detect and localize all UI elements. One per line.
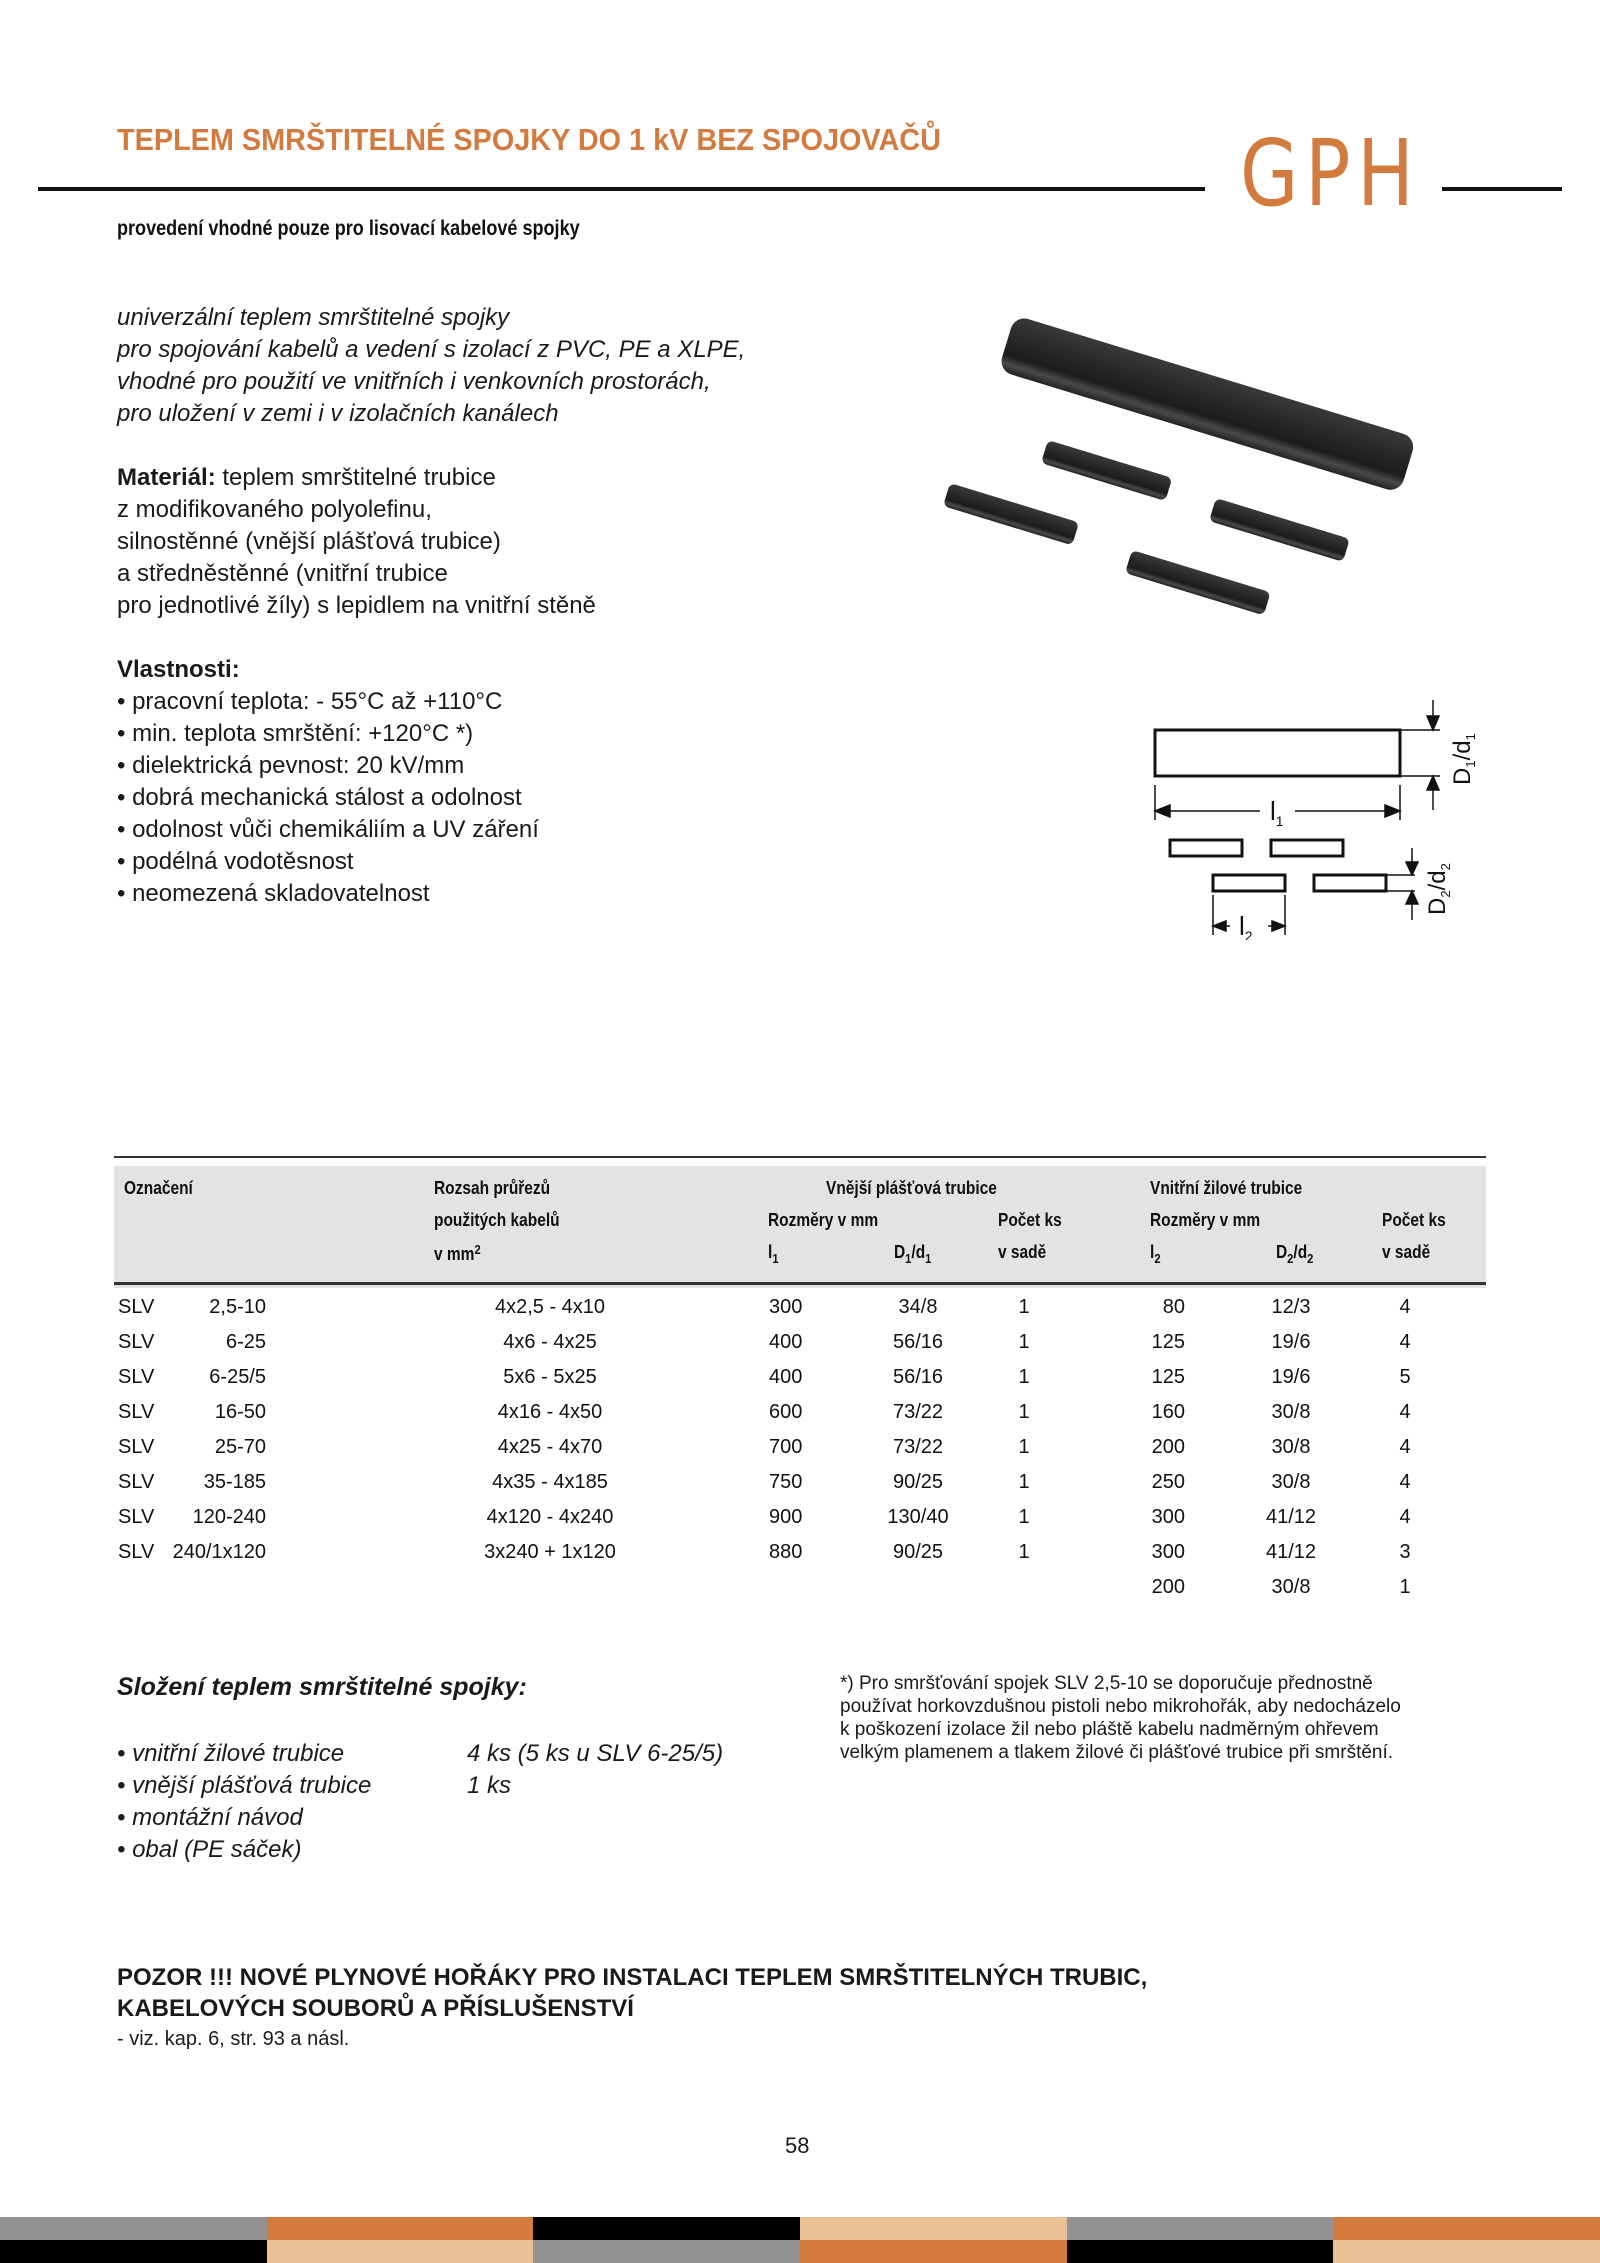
cell-n1: 1: [1018, 1541, 1030, 1563]
cell-range: 5x6 - 5x25: [503, 1366, 597, 1388]
diagram-label-l2: $l_2$: [1239, 911, 1253, 940]
cell-range: 4x6 - 4x25: [503, 1331, 597, 1353]
cell-D1: 34/8: [898, 1296, 938, 1318]
footer-stripe-block: [533, 2240, 800, 2263]
diagram-label-D2: $D_2/d_2$: [1424, 863, 1453, 915]
product-photo-tubes: [920, 285, 1480, 625]
table-row: [114, 1436, 1486, 1466]
table-row: [114, 1576, 1486, 1606]
cell-D2: 41/12: [1265, 1541, 1317, 1563]
cell-size: 16-50: [214, 1401, 266, 1423]
cell-D2: 30/8: [1271, 1436, 1311, 1458]
cell-n2: 4: [1399, 1506, 1411, 1528]
th-outer-group: Vnější plášťová trubice: [826, 1178, 997, 1198]
table-top-rule: [114, 1156, 1486, 1158]
cell-l2: 200: [1151, 1576, 1185, 1598]
cell-n1: 1: [1018, 1436, 1030, 1458]
footer-stripe-block: [267, 2240, 534, 2263]
footnote-line: *) Pro smršťování spojek SLV 2,5-10 se doporučuje přednostně: [840, 1673, 1373, 1694]
page-number: 58: [785, 2133, 810, 2158]
cell-type: SLV: [118, 1296, 155, 1318]
footer-stripe-block: [800, 2240, 1067, 2263]
th-outer-dims: Rozměry v mm: [768, 1210, 879, 1230]
cell-D1: 90/25: [892, 1471, 944, 1493]
diagram-label-D1: $D_1/d_1$: [1449, 733, 1478, 785]
cell-type: SLV: [118, 1471, 155, 1493]
footnote-line: velkým plamenem a tlakem žilové či plášťové trubice při smrštění.: [840, 1742, 1394, 1763]
warning-line: KABELOVÝCH SOUBORŮ A PŘÍSLUŠENSTVÍ: [117, 1995, 634, 2022]
th-designation: Označení: [124, 1178, 193, 1198]
th-inner-D2: $D_2/d_2$: [1276, 1242, 1314, 1266]
cell-size: 120-240: [192, 1506, 266, 1528]
material-line: a středněstěnné (vnitřní trubice: [117, 560, 448, 587]
cell-l2: 160: [1151, 1401, 1185, 1423]
table-row: [114, 1541, 1486, 1571]
intro-text: [117, 302, 745, 430]
th-inner-count-2: v sadě: [1382, 1242, 1431, 1262]
cell-l1: 400: [769, 1366, 803, 1388]
table-row: [114, 1471, 1486, 1501]
cell-size: 6-25/5: [209, 1366, 266, 1388]
cell-D2: 30/8: [1271, 1401, 1311, 1423]
brand-logo: GPH: [1240, 120, 1421, 227]
footer-stripes-bottom: [0, 2240, 1600, 2263]
footer-stripe-block: [800, 2217, 1067, 2240]
table-row: [114, 1296, 1486, 1326]
material-label: Materiál:: [117, 464, 216, 491]
cell-size: 25-70: [214, 1436, 266, 1458]
cell-type: SLV: [118, 1366, 155, 1388]
th-range-3: v $mm^2$: [434, 1242, 481, 1264]
th-range-2: použitých kabelů: [434, 1210, 560, 1230]
cell-n1: 1: [1018, 1506, 1030, 1528]
properties-section: [117, 654, 539, 910]
th-outer-count-2: v sadě: [998, 1242, 1047, 1262]
cell-l1: 300: [769, 1296, 803, 1318]
footer-stripe-block: [0, 2217, 267, 2240]
cell-n2: 4: [1399, 1436, 1411, 1458]
cell-size: 240/1x120: [172, 1541, 266, 1563]
property-item: • neomezená skladovatelnost: [117, 880, 430, 907]
cell-D2: 30/8: [1271, 1471, 1311, 1493]
footer-stripe-block: [1067, 2217, 1334, 2240]
footer-stripe-block: [1067, 2240, 1334, 2263]
warning-reference: - viz. kap. 6, str. 93 a násl.: [117, 2028, 350, 2050]
cell-n1: 1: [1018, 1401, 1030, 1423]
footnote-line: používat horkovzdušnou pistoli nebo mikrohořák, aby nedocházelo: [840, 1696, 1401, 1717]
cell-l2: 80: [1162, 1296, 1185, 1318]
cell-type: SLV: [118, 1331, 155, 1353]
material-line: z modifikovaného polyolefinu,: [117, 496, 432, 523]
header-rule-right: [1442, 187, 1562, 191]
cell-l2: 125: [1151, 1366, 1185, 1388]
material-section: [117, 462, 596, 622]
footer-stripe-block: [267, 2217, 534, 2240]
cell-size: 35-185: [203, 1471, 266, 1493]
cell-l2: 250: [1151, 1471, 1185, 1493]
intro-line: vhodné pro použití ve vnitřních i venkovních prostorách,: [117, 368, 711, 395]
cell-range: 3x240 + 1x120: [484, 1541, 616, 1563]
cell-n2: 4: [1399, 1401, 1411, 1423]
cell-n2: 1: [1399, 1576, 1411, 1598]
spec-table: [114, 1156, 1486, 1596]
warning-heading: [117, 1962, 1147, 2024]
cell-D2: 12/3: [1271, 1296, 1311, 1318]
table-row: [114, 1366, 1486, 1396]
cell-D2: 30/8: [1271, 1576, 1311, 1598]
property-item: • min. teplota smrštění: +120°C *): [117, 720, 474, 747]
table-header-rule: [114, 1282, 1486, 1285]
footer-stripe-block: [533, 2217, 800, 2240]
intro-line: pro spojování kabelů a vedení s izolací z PVC, PE a XLPE,: [117, 336, 746, 363]
composition-item: • vnitřní žilové trubice 4 ks (5 ks u SLV 6-25/5): [117, 1740, 724, 1767]
composition-item: • montážní návod: [117, 1804, 303, 1831]
footnote-line: k poškození izolace žil nebo pláště kabelu nadměrným ohřevem: [840, 1719, 1379, 1740]
page-subtitle: provedení vhodné pouze pro lisovací kabelové spojky: [117, 217, 580, 240]
cell-n1: 1: [1018, 1366, 1030, 1388]
table-row: [114, 1331, 1486, 1361]
intro-line: univerzální teplem smrštitelné spojky: [117, 304, 510, 331]
cell-n2: 4: [1399, 1296, 1411, 1318]
warning-line: POZOR !!! NOVÉ PLYNOVÉ HOŘÁKY PRO INSTALACI TEPLEM SMRŠTITELNÝCH TRUBIC,: [117, 1964, 1148, 1991]
th-inner-group: Vnitřní žilové trubice: [1150, 1178, 1303, 1198]
footer-stripe-block: [0, 2240, 267, 2263]
th-outer-D1: $D_1/d_1$: [894, 1242, 932, 1266]
cell-l1: 900: [769, 1506, 803, 1528]
intro-line: pro uložení v zemi i v izolačních kanálech: [117, 400, 559, 427]
property-item: • pracovní teplota: - 55°C až +110°C: [117, 688, 503, 715]
cell-D2: 41/12: [1265, 1506, 1317, 1528]
property-item: • odolnost vůči chemikáliím a UV záření: [117, 816, 539, 843]
cell-l1: 700: [769, 1436, 803, 1458]
th-outer-count: Počet ks: [998, 1210, 1062, 1230]
property-item: • dobrá mechanická stálost a odolnost: [117, 784, 522, 811]
cell-type: SLV: [118, 1506, 155, 1528]
cell-D1: 56/16: [892, 1366, 944, 1388]
cell-D1: 130/40: [887, 1506, 949, 1528]
footer-stripe-block: [1333, 2240, 1600, 2263]
cell-type: SLV: [118, 1401, 155, 1423]
material-line: pro jednotlivé žíly) s lepidlem na vnitřní stěně: [117, 592, 596, 619]
cell-l2: 125: [1151, 1331, 1185, 1353]
cell-range: 4x35 - 4x185: [492, 1471, 608, 1493]
composition-title: Složení teplem smrštitelné spojky:: [117, 1673, 527, 1701]
th-inner-dims: Rozměry v mm: [1150, 1210, 1261, 1230]
cell-range: 4x16 - 4x50: [497, 1401, 603, 1423]
cell-n2: 3: [1399, 1541, 1411, 1563]
cell-l2: 300: [1151, 1506, 1185, 1528]
cell-D1: 56/16: [892, 1331, 944, 1353]
composition-item: • obal (PE sáček): [117, 1836, 302, 1863]
cell-l1: 400: [769, 1331, 803, 1353]
cell-size: 6-25: [225, 1331, 266, 1353]
cell-range: 4x120 - 4x240: [486, 1506, 614, 1528]
cell-type: SLV: [118, 1541, 155, 1563]
th-range: Rozsah průřezů: [434, 1178, 551, 1198]
footnote: [840, 1672, 1480, 1764]
cell-n1: 1: [1018, 1331, 1030, 1353]
property-item: • dielektrická pevnost: 20 kV/mm: [117, 752, 465, 779]
composition-item: • vnější plášťová trubice 1 ks: [117, 1772, 512, 1799]
dimension-diagram: [1140, 690, 1500, 940]
cell-D2: 19/6: [1271, 1331, 1311, 1353]
cell-l1: 600: [769, 1401, 803, 1423]
cell-n1: 1: [1018, 1471, 1030, 1493]
cell-n1: 1: [1018, 1296, 1030, 1318]
cell-D1: 90/25: [892, 1541, 944, 1563]
page-title: TEPLEM SMRŠTITELNÉ SPOJKY DO 1 kV BEZ SPOJOVAČŮ: [117, 122, 941, 157]
cell-l2: 300: [1151, 1541, 1185, 1563]
cell-n2: 4: [1399, 1331, 1411, 1353]
cell-n2: 5: [1399, 1366, 1411, 1388]
cell-range: 4x2,5 - 4x10: [494, 1296, 606, 1318]
property-item: • podélná vodotěsnost: [117, 848, 354, 875]
cell-l2: 200: [1151, 1436, 1185, 1458]
cell-D1: 73/22: [892, 1401, 944, 1423]
diagram-label-l1: $l_1$: [1270, 796, 1284, 829]
table-row: [114, 1401, 1486, 1431]
material-line: silnostěnné (vnější plášťová trubice): [117, 528, 501, 555]
header-rule-left: [38, 187, 1205, 191]
footer-stripe-block: [1333, 2217, 1600, 2240]
cell-range: 4x25 - 4x70: [497, 1436, 603, 1458]
th-outer-l1: $l_1$: [768, 1242, 779, 1266]
cell-size: 2,5-10: [209, 1296, 266, 1318]
properties-heading: Vlastnosti:: [117, 656, 240, 683]
cell-D2: 19/6: [1271, 1366, 1311, 1388]
th-inner-l2: $l_2$: [1150, 1242, 1161, 1266]
th-inner-count: Počet ks: [1382, 1210, 1446, 1230]
material-first-line: teplem smrštitelné trubice: [215, 464, 496, 491]
cell-n2: 4: [1399, 1471, 1411, 1493]
cell-type: SLV: [118, 1436, 155, 1458]
cell-l1: 880: [769, 1541, 803, 1563]
cell-l1: 750: [769, 1471, 803, 1493]
cell-D1: 73/22: [892, 1436, 944, 1458]
table-row: [114, 1506, 1486, 1536]
composition-list: [117, 1738, 724, 1866]
footer-stripes-top: [0, 2217, 1600, 2240]
